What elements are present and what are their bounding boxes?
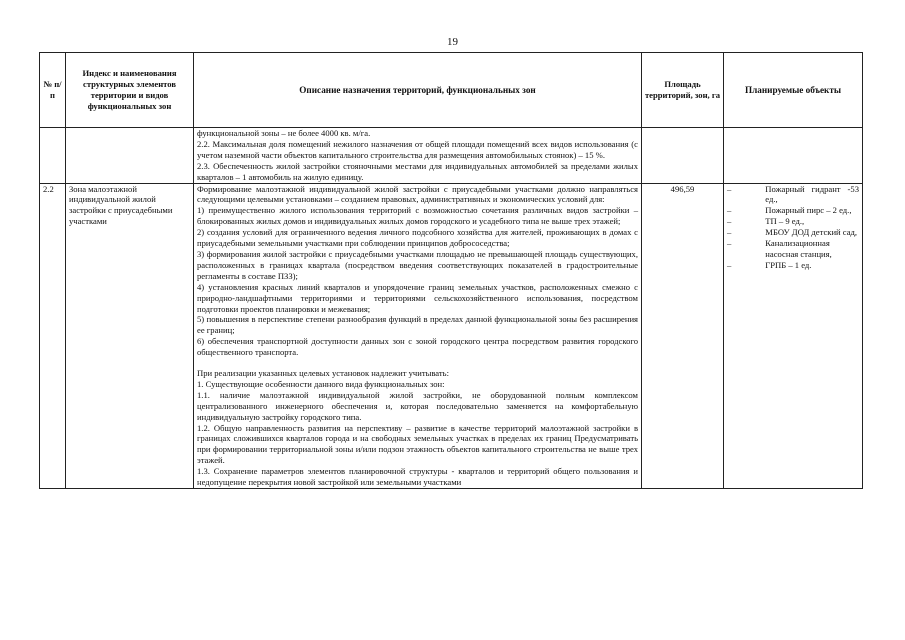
table-row xyxy=(40,128,863,184)
row2-number: 2.2 xyxy=(40,183,66,488)
object-text: Пожарный пирс – 2 ед., xyxy=(765,205,852,216)
planned-object-item xyxy=(727,205,859,216)
row2-desc-para: 1) преимущественно жилого использования территорий с возможностью сочетания различных видов застройки – блокированных жилых домов и индивидуальных жилых домов городского и усадебного типа не выше трех этажей; xyxy=(197,205,638,227)
planned-object-item xyxy=(727,184,859,206)
object-dash: – xyxy=(727,183,732,194)
object-dash: – xyxy=(727,205,732,216)
row2-desc-para: 2) создания условий для ограниченного ведения личного подсобного хозяйства для жителей, проживающих в домах с приусадебными земельными участками при соблюдении принципов добрососедства; xyxy=(197,227,638,249)
object-text: МБОУ ДОД детский сад, xyxy=(765,227,858,238)
row2-area: 496,59 xyxy=(642,183,724,488)
object-dash: – xyxy=(727,238,732,249)
object-text: ГРПБ – 1 ед. xyxy=(765,259,812,270)
row1-area xyxy=(642,128,724,184)
row2-desc-para: 1.1. наличие малоэтажной индивидуальной жилой застройки, не оборудованной полным комплексом централизованного инженерного обеспечения и, которая последовательно заменяется на комфортабельную индивидуальную застройку городского типа. xyxy=(197,389,638,422)
row2-desc-para: 4) установления красных линий кварталов и упорядочение границ земельных участков, расположенных смежно с природно-ландшафтными территориями и территориями сельскохозяйственного использования, посредством подготовки проектов планировки и межевания; xyxy=(197,281,638,314)
zones-table xyxy=(39,52,863,489)
row2-objects xyxy=(724,183,863,488)
header-description: Описание назначения территорий, функциональных зон xyxy=(194,53,642,128)
row2-desc-para: 6) обеспечения транспортной доступности данных зон с зоной городского центра посредством развития городского общественного транспорта. xyxy=(197,336,638,358)
row2-desc-para: 1.2. Общую направленность развития на перспективу – развитие в качестве территорий малоэтажной застройки в границах сложившихся кварталов города и на свободных земельных участках в пределах их границ Предусматривать при формировании территориальной зоны и/или подзон этажность объектов капитального строительства не выше трех этажей. xyxy=(197,422,638,466)
planned-object-item xyxy=(727,216,859,227)
row2-desc-para: 3) формирования жилой застройки с приусадебными участками площадью не превышающей площадь существующих, расположенных в границах квартала (посредством введения соответствующих показателей в градостроительные регламенты в составе ПЗЗ); xyxy=(197,248,638,281)
row2-desc-para: 1.3. Сохранение параметров элементов планировочной структуры - кварталов и территорий общего пользования и недопущение перекрытия новой застройкой или земельными участками xyxy=(197,466,638,488)
row1-desc-line: 2.3. Обеспеченность жилой застройки стояночными местами для индивидуальных автомобилей за пределами жилых кварталов – 1 автомобиль на жилую единицу. xyxy=(197,160,638,182)
object-text: Канализационная насосная станция, xyxy=(765,238,832,259)
page-number: 19 xyxy=(447,36,458,48)
planned-object-item xyxy=(727,227,859,238)
row1-zone-name xyxy=(66,128,194,184)
row1-number xyxy=(40,128,66,184)
row2-desc-para: 5) повышения в перспективе степени разнообразия функций в пределах данной функциональной зоны без расширения ее границ; xyxy=(197,314,638,336)
header-number: № п/п xyxy=(40,53,66,128)
row1-desc-line: 2.2. Максимальная доля помещений нежилого назначения от общей площади помещений всех видов использования (с учетом наземной части объектов капитального строительства для размещения автомобильных стоянок) – 15 %. xyxy=(197,138,638,160)
header-planned-objects: Планируемые объекты xyxy=(724,53,863,128)
planned-object-item xyxy=(727,238,859,260)
row2-desc-para: При реализации указанных целевых установок надлежит учитывать: xyxy=(197,368,449,379)
table-header-row xyxy=(40,53,863,128)
row2-zone-name: Зона малоэтажной индивидуальной жилой застройки с приусадебными участками xyxy=(66,183,194,488)
object-dash: – xyxy=(727,259,732,270)
row2-desc-para: Формирование малоэтажной индивидуальной жилой застройки с приусадебными участками должно направляться следующими целевыми установками – созданием правовых, административных и экономических условий для: xyxy=(197,183,638,205)
object-text: ТП – 9 ед., xyxy=(765,216,805,227)
object-dash: – xyxy=(727,216,732,227)
row1-description xyxy=(194,128,642,184)
object-dash: – xyxy=(727,227,732,238)
header-zone-name: Индекс и наименования структурных элементов территории и видов функциональных зон xyxy=(66,53,194,128)
row2-description xyxy=(194,183,642,488)
row1-objects xyxy=(724,128,863,184)
planned-object-item xyxy=(727,260,859,271)
header-area: Площадь территорий, зон, га xyxy=(642,53,724,128)
object-text: Пожарный гидрант -53 ед., xyxy=(765,183,859,205)
row1-desc-line: функциональной зоны – не более 4000 кв. м/га. xyxy=(197,128,371,138)
table-row xyxy=(40,183,863,488)
row2-desc-para: 1. Существующие особенности данного вида функциональных зон: xyxy=(197,378,445,389)
